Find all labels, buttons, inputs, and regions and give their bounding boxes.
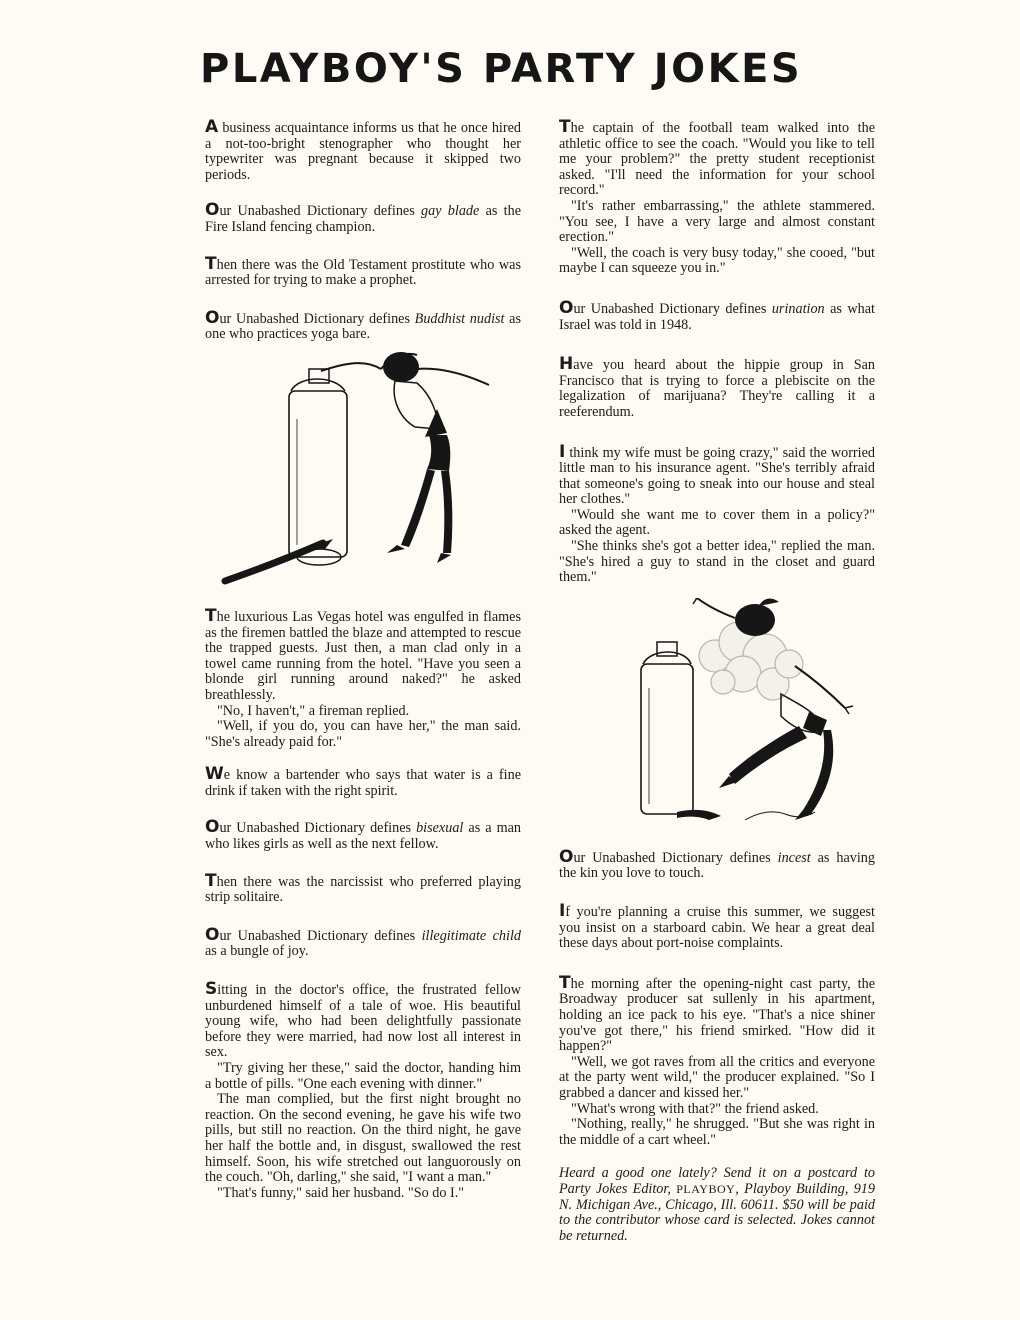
joke-paragraph [559, 354, 875, 420]
joke-paragraph [205, 870, 521, 906]
joke-text: "Well, we got raves from all the critics and everyone at the party went wild," the producer explained. "So I grabbed a dancer and kissed her." [559, 1053, 875, 1101]
joke-paragraph [559, 846, 875, 882]
joke-text: The man complied, but the first night brought no reaction. On the second evening, he gave his wife two pills, but still no reaction. On the third night, he gave her half the bottle and, in disgust, swallowed the rest himself. Soon, his wife stretched out languorously on the couch. "Oh, darling," she said, "I want a man." [205, 1091, 521, 1186]
joke-paragraph [205, 924, 521, 960]
joke-text: itting in the doctor's office, the frustrated fellow unburdened himself of a tale of woe. His beautiful young wife, who had been delightfully passionate before they were married, had now lost all interest in sex. [205, 982, 521, 1061]
joke-item [205, 870, 521, 906]
joke-item [559, 901, 875, 952]
joke-text: he morning after the opening-night cast party, the Broadway producer sat sullenly in his apartment, holding an ice pack to his eye. "That's a nice shiner you've got there," his friend smirked. "How did it happen?" [559, 975, 875, 1055]
joke-paragraph [559, 246, 875, 277]
joke-item [205, 200, 521, 235]
joke-text: "What's wrong with that?" the friend asked. [571, 1100, 819, 1117]
joke-text: , Playboy Building, 919 N. Michigan Ave., Chicago, Ill. 60611. $50 will be paid to the contributor whose card is selected. Jokes cannot be returned. [559, 1180, 875, 1244]
drop-cap: O [559, 846, 574, 867]
joke-text: "Well, if you do, you can have her," the man said. "She's already paid for." [205, 718, 521, 750]
joke-paragraph [559, 1055, 875, 1102]
joke-text: "Try giving her these," said the doctor, handing him a bottle of pills. "One each evening with dinner." [205, 1060, 521, 1092]
joke-item [205, 924, 521, 960]
drop-cap: T [205, 605, 217, 626]
joke-text: hen there was the narcissist who preferred playing strip solitaire. [205, 873, 521, 906]
joke-item [205, 764, 521, 799]
joke-text: as one who practices yoga bare. [205, 310, 521, 343]
joke-text: "Would she want me to cover them in a policy?" asked the agent. [559, 506, 875, 539]
joke-text: ur Unabashed Dictionary defines [219, 310, 415, 327]
drop-cap: O [205, 307, 220, 328]
joke-paragraph [205, 200, 521, 235]
joke-text: as the Fire Island fencing champion. [205, 203, 521, 235]
joke-item [205, 307, 521, 343]
drop-cap: S [205, 979, 218, 1000]
joke-paragraph [205, 817, 521, 853]
joke-paragraph [205, 1092, 521, 1186]
joke-item [559, 354, 875, 420]
drop-cap: I [559, 901, 566, 922]
joke-paragraph [205, 1186, 521, 1202]
drop-cap: A [205, 117, 219, 137]
joke-item [559, 972, 875, 1149]
woman-and-spray-can-foam-drawing [559, 598, 875, 842]
drop-cap: I [559, 441, 566, 462]
joke-text: "Well, the coach is very busy today," she cooed, "but maybe I can squeeze you in." [559, 244, 875, 277]
magazine-name: PLAYBOY [676, 1181, 736, 1196]
submission-note [559, 1166, 875, 1244]
joke-text: as what Israel was told in 1948. [559, 300, 875, 333]
drop-cap: T [559, 972, 571, 993]
joke-text: ur Unabashed Dictionary defines [573, 849, 778, 866]
joke-text: ur Unabashed Dictionary defines [219, 927, 422, 944]
joke-text: ave you heard about the hippie group in San Francisco that is trying to force a plebiscite on the legalization of marijuana? They're calling it a reeferendum. [559, 357, 875, 420]
joke-item [205, 817, 521, 853]
joke-text: as a man who likes girls as well as the next fellow. [205, 820, 521, 853]
joke-text: as a bungle of joy. [205, 943, 309, 960]
joke-item [559, 117, 875, 277]
dictionary-term: urination [771, 300, 825, 317]
dictionary-term: incest [777, 849, 811, 866]
joke-paragraph [559, 117, 875, 199]
joke-text: "She thinks she's got a better idea," replied the man. "She's hired a guy to stand in the closet and guard them." [559, 538, 875, 586]
joke-text: "It's rather embarrassing," the athlete stammered. "You see, I have a very large and almost constant erection." [559, 197, 875, 246]
joke-text: e know a bartender who says that water is a fine drink if taken with the right spirit. [205, 767, 521, 799]
joke-item [559, 846, 875, 882]
joke-text: "Nothing, really," he shrugged. "But she was right in the middle of a cart wheel." [559, 1116, 875, 1148]
joke-paragraph [559, 1117, 875, 1148]
drop-cap: O [559, 297, 574, 318]
joke-item [205, 605, 521, 750]
dictionary-term: bisexual [416, 820, 464, 837]
joke-paragraph [559, 199, 875, 246]
joke-paragraph [559, 441, 875, 508]
joke-text: hen there was the Old Testament prostitute who was arrested for trying to make a prophet. [205, 256, 521, 289]
joke-text: think my wife must be going crazy," said the worried little man to his insurance agent. "She's terribly afraid that someone's going to sneak into our house and steal her clothes." [559, 444, 875, 508]
page-title: PLAYBOY'S PARTY JOKES [200, 46, 803, 92]
drop-cap: O [205, 817, 220, 838]
drop-cap: T [205, 253, 217, 274]
drop-cap: T [205, 870, 217, 891]
joke-paragraph [205, 704, 521, 720]
joke-paragraph [559, 508, 875, 539]
joke-paragraph [559, 1102, 875, 1118]
joke-text: ur Unabashed Dictionary defines [219, 820, 417, 837]
joke-item [205, 979, 521, 1201]
submission-note-text [559, 1166, 875, 1244]
joke-text: Heard a good one lately? Send it on a postcard to Party Jokes Editor, [559, 1165, 875, 1197]
drop-cap: H [559, 354, 574, 375]
joke-item [205, 117, 521, 183]
joke-paragraph [559, 539, 875, 586]
right-column [559, 117, 875, 1244]
joke-text: he luxurious Las Vegas hotel was engulfed in flames as the firemen battled the blaze and attempted to rescue the trapped guests. Just then, a man clad only in a towel came running from the hotel. "Have you seen a blonde girl running around naked?" he asked breathlessly. [205, 608, 521, 703]
dictionary-term: illegitimate child [421, 927, 521, 944]
dictionary-term: Buddhist nudist [414, 310, 505, 327]
joke-text: he captain of the football team walked into the athletic office to see the coach. "Would you like to tell me your problem?" the pretty student receptionist asked. "I'll need the information for your school record." [559, 120, 875, 199]
drop-cap: O [205, 200, 220, 221]
joke-paragraph [205, 253, 521, 289]
joke-paragraph [205, 764, 521, 799]
woman-leaning-on-spray-can-drawing [205, 349, 521, 601]
dictionary-term: gay blade [421, 203, 480, 220]
joke-item [559, 297, 875, 333]
joke-text: ur Unabashed Dictionary defines [219, 203, 422, 220]
joke-text: "That's funny," said her husband. "So do I." [217, 1184, 465, 1201]
joke-text: f you're planning a cruise this summer, we suggest you insist on a starboard cabin. We hear a great deal these days about port-noise complaints. [559, 904, 875, 952]
joke-text: ur Unabashed Dictionary defines [573, 300, 772, 317]
drop-cap: W [205, 764, 224, 785]
joke-paragraph [205, 117, 521, 183]
joke-text: "No, I haven't," a fireman replied. [217, 702, 410, 719]
joke-paragraph [205, 605, 521, 704]
joke-item [559, 441, 875, 586]
joke-paragraph [205, 979, 521, 1061]
drop-cap: T [559, 117, 571, 137]
drop-cap: O [205, 924, 220, 945]
joke-paragraph [559, 901, 875, 952]
joke-text: business acquaintance informs us that he once hired a not-too-bright stenographer who thought her typewriter was pregnant because it skipped two periods. [205, 120, 521, 183]
joke-paragraph [205, 307, 521, 343]
left-column [205, 117, 521, 1201]
joke-paragraph [205, 719, 521, 750]
joke-paragraph [205, 1061, 521, 1092]
joke-paragraph [559, 297, 875, 333]
joke-item [205, 253, 521, 289]
joke-text: as having the kin you love to touch. [559, 849, 875, 882]
joke-paragraph [559, 972, 875, 1055]
